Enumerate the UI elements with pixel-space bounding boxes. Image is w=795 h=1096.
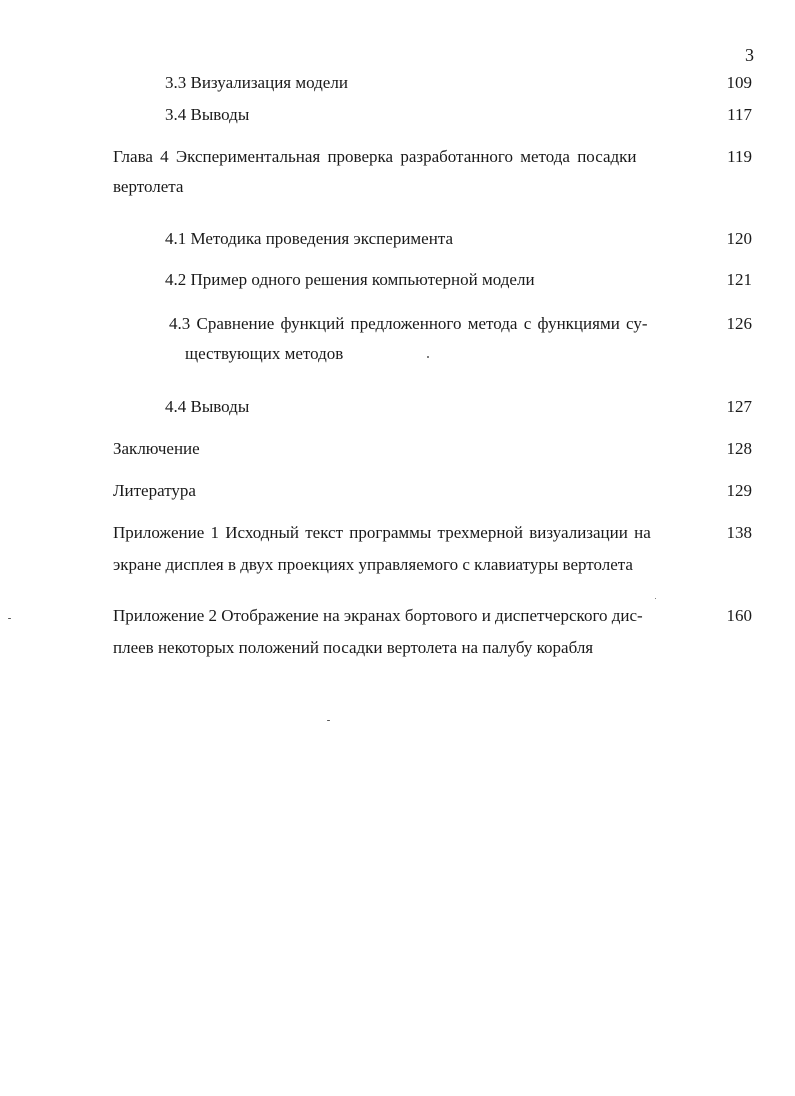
toc-references-page: 129 bbox=[726, 481, 752, 500]
toc-conclusion-page: 128 bbox=[726, 439, 752, 458]
toc-entry-4-1-page: 120 bbox=[726, 229, 752, 248]
toc-appendix-1-title-line1: Приложение 1 Исходный текст программы трехмерной визуализации на bbox=[113, 523, 651, 542]
toc-entry-4-3-title-line1: 4.3 Сравнение функций предложенного метода с функциями су- bbox=[169, 314, 648, 333]
toc-entry-3-3-title: 3.3 Визуализация модели bbox=[165, 73, 348, 92]
scan-speck bbox=[427, 356, 429, 358]
toc-entry-3-3-page: 109 bbox=[726, 73, 752, 92]
scan-speck bbox=[8, 618, 11, 619]
toc-conclusion-title: Заключение bbox=[113, 439, 200, 458]
scan-speck bbox=[327, 720, 330, 721]
toc-appendix-1-page: 138 bbox=[726, 523, 752, 542]
toc-chapter-4-title-line2: вертолета bbox=[113, 177, 184, 196]
scan-speck bbox=[655, 598, 656, 599]
toc-entry-4-2-title: 4.2 Пример одного решения компьютерной модели bbox=[165, 270, 535, 289]
toc-chapter-4-page: 119 bbox=[727, 147, 752, 166]
toc-entry-4-3-page: 126 bbox=[726, 314, 752, 333]
toc-entry-4-3-title-line2: ществующих методов bbox=[185, 344, 344, 363]
page-number: 3 bbox=[745, 45, 754, 65]
toc-appendix-2-title-line1: Приложение 2 Отображение на экранах бортового и диспетчерского дис- bbox=[113, 606, 643, 625]
toc-references-title: Литература bbox=[113, 481, 196, 500]
toc-appendix-2-page: 160 bbox=[726, 606, 752, 625]
toc-entry-3-4-title: 3.4 Выводы bbox=[165, 105, 250, 124]
toc-chapter-4-title-line1: Глава 4 Экспериментальная проверка разработанного метода посадки bbox=[113, 147, 637, 166]
toc-entry-4-1-title: 4.1 Методика проведения эксперимента bbox=[165, 229, 454, 248]
toc-entry-3-4-page: 117 bbox=[727, 105, 752, 124]
toc-appendix-2-title-line2: плеев некоторых положений посадки вертолета на палубу корабля bbox=[113, 638, 594, 657]
toc-entry-4-4-title: 4.4 Выводы bbox=[165, 397, 250, 416]
toc-entry-4-4-page: 127 bbox=[726, 397, 752, 416]
toc-appendix-1-title-line2: экране дисплея в двух проекциях управляемого с клавиатуры вертолета bbox=[113, 555, 633, 574]
toc-entry-4-2-page: 121 bbox=[726, 270, 752, 289]
